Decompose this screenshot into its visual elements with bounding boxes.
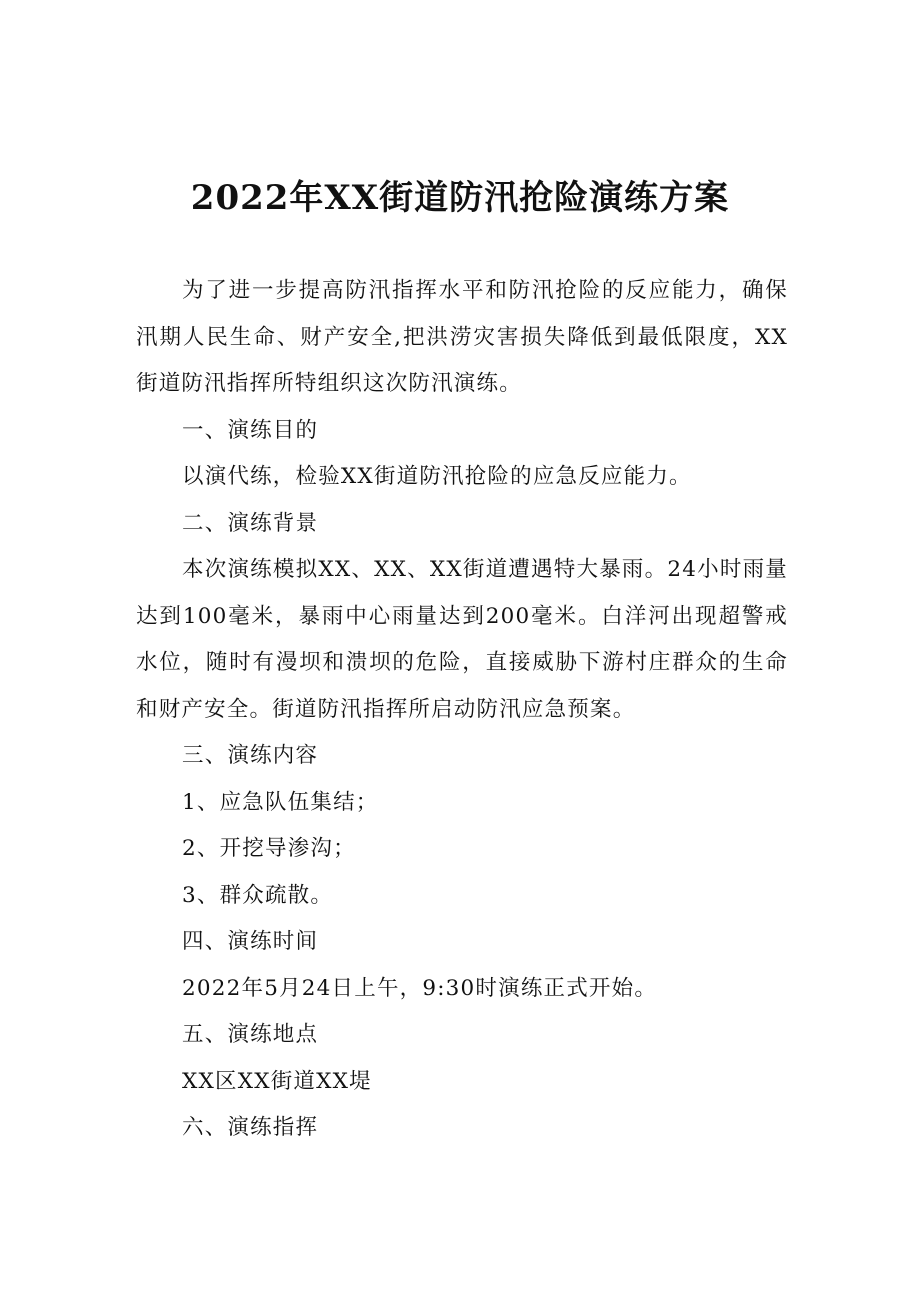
content-item-1: 1、应急队伍集结； [182,789,379,815]
section-heading-command: 六、演练指挥 [182,1115,319,1140]
section-heading-time: 四、演练时间 [182,929,319,954]
background-paragraph: 本次演练模拟XX、XX、XX街道遭遇特大暴雨。24小时雨量达到100毫米，暴雨中心雨量达到200毫米。白洋河出现超警戒水位，随时有漫坝和溃坝的危险，直接威胁下游村庄群众的生命和财产安全。街道防汛指挥所启动防汛应急预案。 [136,557,788,722]
section-heading-content: 三、演练内容 [182,743,319,768]
purpose-paragraph: 以演代练，检验XX街道防汛抢险的应急反应能力。 [182,464,692,489]
location-paragraph: XX区XX街道XX堤 [182,1068,372,1094]
content-item-3: 3、群众疏散。 [182,882,334,908]
intro-paragraph: 为了进一步提高防汛指挥水平和防汛抢险的反应能力，确保汛期人民生命、财产安全,把洪涝灾害损失降低到最低限度，XX街道防汛指挥所特组织这次防汛演练。 [136,278,788,396]
time-paragraph: 2022年5月24日上午，9:30时演练正式开始。 [182,975,658,1001]
section-heading-purpose: 一、演练目的 [182,417,319,443]
section-heading-background: 二、演练背景 [182,510,319,536]
document-body [136,268,788,1152]
document-title: 2022年XX街道防汛抢险演练方案 [190,178,730,218]
content-item-2: 2、开挖导渗沟； [182,836,356,861]
section-heading-location: 五、演练地点 [182,1022,319,1047]
